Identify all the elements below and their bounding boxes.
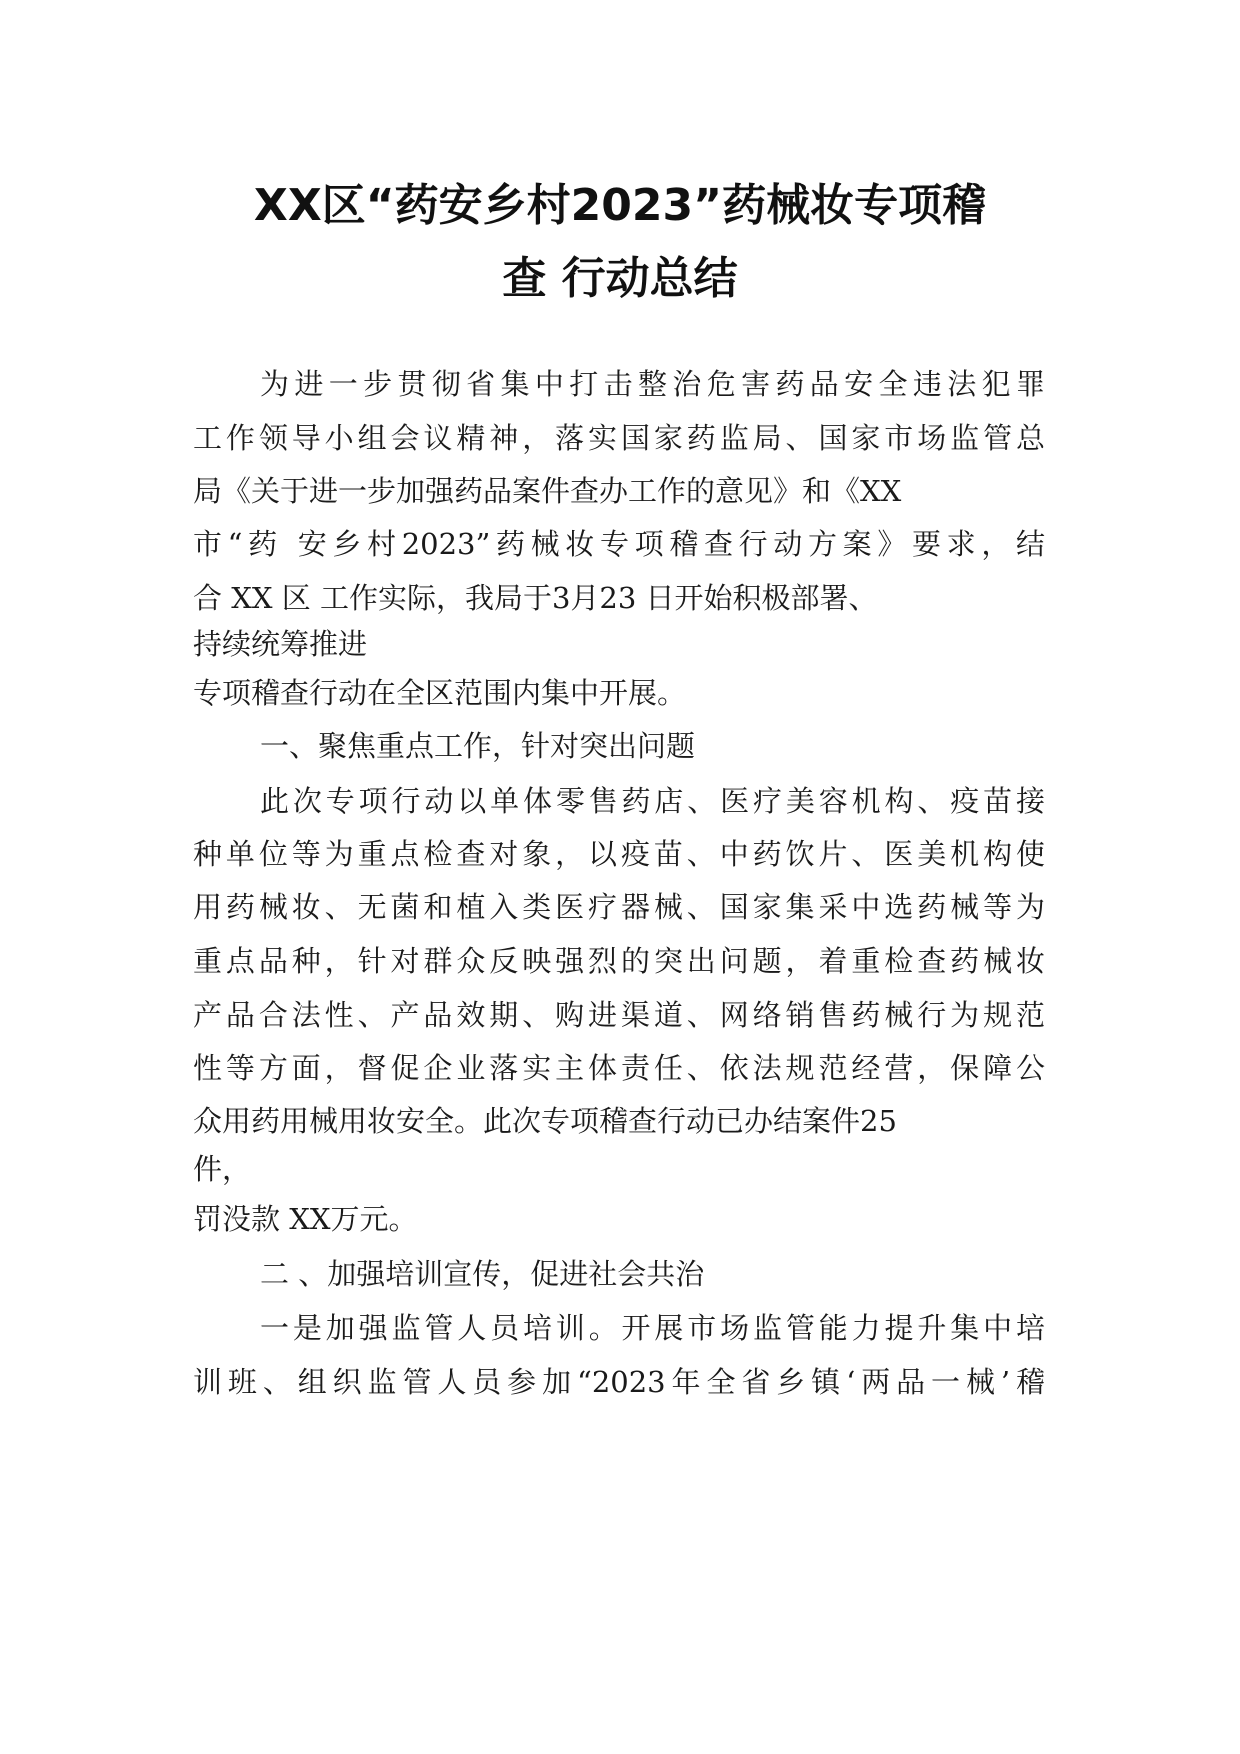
section-heading-1: 一、聚焦重点工作，针对突出问题 <box>260 729 696 763</box>
document-title-line-1: XX区“药安乡村2023”药械妆专项稽 <box>253 180 987 231</box>
paragraph-1-line-7: 专项稽查行动在全区范围内集中开展。 <box>193 676 687 710</box>
paragraph-1-line-3: 局《关于进一步加强药品案件查办工作的意见》和《XX <box>193 474 902 508</box>
paragraph-2-line-6: 性等方面，督促企业落实主体责任、依法规范经营，保障公 <box>193 1051 1045 1085</box>
paragraph-1-line-4: 市“药 安乡村2023”药械妆专项稽查行动方案》要求，结 <box>193 527 1045 561</box>
paragraph-3-line-1: 一是加强监管人员培训。开展市场监管能力提升集中培 <box>260 1311 1045 1345</box>
paragraph-1-line-2: 工作领导小组会议精神，落实国家药监局、国家市场监管总 <box>193 421 1045 455</box>
paragraph-2-line-9: 罚没款 XX万元。 <box>193 1202 418 1236</box>
document-title-line-2: 查 行动总结 <box>502 253 738 304</box>
section-heading-2: 二 、加强培训宣传，促进社会共治 <box>260 1257 705 1291</box>
paragraph-2-line-5: 产品合法性、产品效期、购进渠道、网络销售药械行为规范 <box>193 998 1045 1032</box>
paragraph-1-line-1: 为进一步贯彻省集中打击整治危害药品安全违法犯罪 <box>260 367 1045 401</box>
paragraph-3-line-2: 训班、组织监管人员参加“2023年全省乡镇‘两品一械’稽 <box>193 1365 1045 1399</box>
paragraph-2-line-1: 此次专项行动以单体零售药店、医疗美容机构、疫苗接 <box>260 784 1045 818</box>
paragraph-2-line-7: 众用药用械用妆安全。此次专项稽查行动已办结案件25 <box>193 1104 897 1138</box>
paragraph-2-line-4: 重点品种，针对群众反映强烈的突出问题，着重检查药械妆 <box>193 944 1045 978</box>
paragraph-2-line-2: 种单位等为重点检查对象，以疫苗、中药饮片、医美机构使 <box>193 837 1045 871</box>
paragraph-2-line-3: 用药械妆、无菌和植入类医疗器械、国家集采中选药械等为 <box>193 890 1045 924</box>
paragraph-2-line-8: 件， <box>193 1152 252 1186</box>
paragraph-1-line-6: 持续统筹推进 <box>193 627 368 661</box>
paragraph-1-line-5: 合 XX 区 工作实际，我局于3月23 日开始积极部署、 <box>193 581 878 615</box>
